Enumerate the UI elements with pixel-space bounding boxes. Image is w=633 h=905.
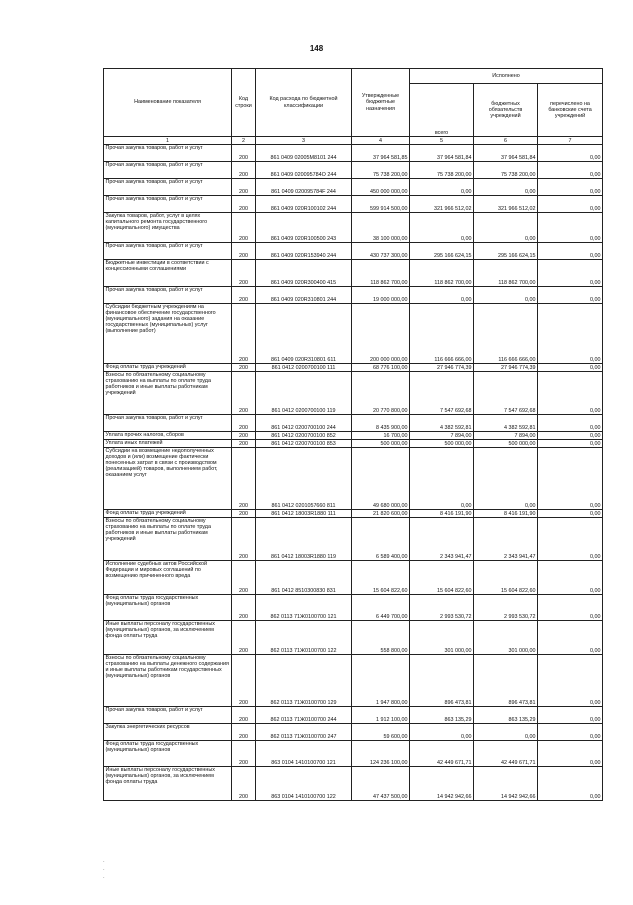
row-transferred: 0,00 (538, 196, 603, 213)
row-budget-code: 861 0409 020R100500 243 (256, 213, 352, 243)
row-total: 8 416 191,90 (410, 510, 474, 518)
row-obligations: 0,00 (474, 179, 538, 196)
header-executed: Исполнено (410, 69, 603, 84)
row-transferred: 0,00 (538, 510, 603, 518)
row-obligations: 15 604 822,60 (474, 561, 538, 595)
row-transferred: 0,00 (538, 162, 603, 179)
row-obligations: 500 000,00 (474, 440, 538, 448)
row-name: Прочая закупка товаров, работ и услуг (104, 287, 232, 304)
row-total: 75 738 200,00 (410, 162, 474, 179)
row-obligations: 42 449 671,71 (474, 741, 538, 767)
row-transferred: 0,00 (538, 260, 603, 287)
row-transferred: 0,00 (538, 243, 603, 260)
row-name: Уплата прочих налогов, сборов (104, 432, 232, 440)
row-budget-code: 861 0409 020R100102 244 (256, 196, 352, 213)
row-obligations: 37 964 581,84 (474, 145, 538, 162)
row-total: 0,00 (410, 448, 474, 510)
column-number: 7 (538, 137, 603, 145)
table-row (104, 304, 603, 364)
row-approved: 8 435 900,00 (352, 415, 410, 432)
row-line-code: 200 (232, 440, 256, 448)
row-approved: 118 862 700,00 (352, 260, 410, 287)
table-row (104, 595, 603, 621)
row-transferred: 0,00 (538, 364, 603, 372)
row-name: Взносы по обязательному социальному страхованию на выплаты по оплате труда работников и иные выплаты работникам учреждений (104, 518, 232, 561)
row-budget-code: 861 0409 020R300400 415 (256, 260, 352, 287)
row-budget-code: 861 0412 8510300830 831 (256, 561, 352, 595)
row-line-code: 200 (232, 561, 256, 595)
row-line-code: 200 (232, 510, 256, 518)
table-row (104, 561, 603, 595)
row-line-code: 200 (232, 145, 256, 162)
table-row (104, 440, 603, 448)
row-obligations: 27 946 774,39 (474, 364, 538, 372)
table-row (104, 196, 603, 213)
row-approved: 19 000 000,00 (352, 287, 410, 304)
row-obligations: 116 666 666,00 (474, 304, 538, 364)
table-row (104, 448, 603, 510)
row-line-code: 200 (232, 364, 256, 372)
row-transferred: 0,00 (538, 213, 603, 243)
row-line-code: 200 (232, 518, 256, 561)
row-line-code: 200 (232, 196, 256, 213)
report-table (103, 68, 603, 801)
header-budget-code: Код расхода по бюджетной классификации (256, 69, 352, 137)
header-name: Наименование показателя (104, 69, 232, 137)
row-transferred: 0,00 (538, 304, 603, 364)
row-total: 0,00 (410, 213, 474, 243)
row-budget-code: 862 0113 71Ж0100700 121 (256, 595, 352, 621)
row-name: Исполнение судебных актов Российской Федерации и мировых соглашений по возмещению причиненного вреда (104, 561, 232, 595)
header-transferred: перечислено на банковские счета учреждений (538, 84, 603, 137)
row-transferred: 0,00 (538, 707, 603, 724)
row-approved: 68 776 100,00 (352, 364, 410, 372)
row-name: Закупка энергетических ресурсов (104, 724, 232, 741)
row-obligations: 118 862 700,00 (474, 260, 538, 287)
row-budget-code: 861 0409 020R310801 244 (256, 287, 352, 304)
table-row (104, 415, 603, 432)
row-line-code: 200 (232, 655, 256, 707)
row-name: Фонд оплаты труда государственных (муниципальных) органов (104, 595, 232, 621)
column-number: 3 (256, 137, 352, 145)
row-name: Фонд оплаты труда учреждений (104, 510, 232, 518)
row-line-code: 200 (232, 448, 256, 510)
row-approved: 49 680 000,00 (352, 448, 410, 510)
row-total: 863 135,29 (410, 707, 474, 724)
row-budget-code: 862 0113 71Ж0100700 247 (256, 724, 352, 741)
page-number: 148 (309, 44, 324, 53)
row-name: Фонд оплаты труда государственных (муниципальных) органов (104, 741, 232, 767)
row-total: 14 942 942,66 (410, 767, 474, 801)
table-row (104, 741, 603, 767)
row-name: Прочая закупка товаров, работ и услуг (104, 707, 232, 724)
row-line-code: 200 (232, 741, 256, 767)
column-number-row (104, 137, 603, 145)
column-number: 1 (104, 137, 232, 145)
row-total: 321 966 512,02 (410, 196, 474, 213)
row-transferred: 0,00 (538, 372, 603, 415)
row-approved: 15 604 822,60 (352, 561, 410, 595)
header-row-code: Код строки (232, 69, 256, 137)
row-total: 27 946 774,39 (410, 364, 474, 372)
row-name: Прочая закупка товаров, работ и услуг (104, 415, 232, 432)
row-total: 7 547 692,68 (410, 372, 474, 415)
row-obligations: 4 382 592,81 (474, 415, 538, 432)
row-approved: 430 737 300,00 (352, 243, 410, 260)
row-obligations: 896 473,81 (474, 655, 538, 707)
row-approved: 599 914 500,00 (352, 196, 410, 213)
row-name: Фонд оплаты труда учреждений (104, 364, 232, 372)
header-obligations: бюджетных обязательств учреждений (474, 84, 538, 137)
row-approved: 1 912 100,00 (352, 707, 410, 724)
row-name: Прочая закупка товаров, работ и услуг (104, 196, 232, 213)
row-name: Субсидии на возмещение недополученных доходов и (или) возмещение фактически понесенных затрат в связи с производством (реализацией) товаров, выполнением работ, оказанием услуг (104, 448, 232, 510)
row-budget-code: 861 0409 020R310801 611 (256, 304, 352, 364)
row-name: Прочая закупка товаров, работ и услуг (104, 162, 232, 179)
row-transferred: 0,00 (538, 432, 603, 440)
row-approved: 37 964 581,85 (352, 145, 410, 162)
row-total: 295 166 624,15 (410, 243, 474, 260)
row-line-code: 200 (232, 707, 256, 724)
row-transferred: 0,00 (538, 595, 603, 621)
row-approved: 450 000 000,00 (352, 179, 410, 196)
row-total: 0,00 (410, 179, 474, 196)
row-approved: 200 000 000,00 (352, 304, 410, 364)
row-total: 37 964 581,84 (410, 145, 474, 162)
table-row (104, 364, 603, 372)
column-number: 4 (352, 137, 410, 145)
row-obligations: 295 166 624,15 (474, 243, 538, 260)
row-budget-code: 861 0412 0200700100 119 (256, 372, 352, 415)
table-row (104, 260, 603, 287)
header-approved: Утвержденные бюджетные назначения (352, 69, 410, 137)
table-row (104, 179, 603, 196)
row-transferred: 0,00 (538, 448, 603, 510)
row-budget-code: 861 0409 02005М8101 244 (256, 145, 352, 162)
row-budget-code: 861 0412 18003R1880 119 (256, 518, 352, 561)
table-row (104, 287, 603, 304)
table-row (104, 655, 603, 707)
row-budget-code: 861 0409 020R153940 244 (256, 243, 352, 260)
row-transferred: 0,00 (538, 179, 603, 196)
table-row (104, 372, 603, 415)
row-name: Субсидии бюджетным учреждениям на финансовое обеспечение государственного (муниципального) задания на оказание государственных (муниципальных) услуг (выполнение работ) (104, 304, 232, 364)
row-approved: 6 589 400,00 (352, 518, 410, 561)
row-total: 500 000,00 (410, 440, 474, 448)
row-total: 896 473,81 (410, 655, 474, 707)
row-approved: 47 437 500,00 (352, 767, 410, 801)
row-line-code: 200 (232, 304, 256, 364)
row-total: 42 449 671,71 (410, 741, 474, 767)
row-transferred: 0,00 (538, 561, 603, 595)
row-obligations: 14 942 942,66 (474, 767, 538, 801)
table-row (104, 767, 603, 801)
row-budget-code: 861 0412 18003R1880 111 (256, 510, 352, 518)
row-total: 118 862 700,00 (410, 260, 474, 287)
row-transferred: 0,00 (538, 724, 603, 741)
row-budget-code: 863 0104 1410100700 121 (256, 741, 352, 767)
row-total: 301 000,00 (410, 621, 474, 655)
row-budget-code: 861 0412 0200700100 852 (256, 432, 352, 440)
row-transferred: 0,00 (538, 767, 603, 801)
row-transferred: 0,00 (538, 145, 603, 162)
table-row (104, 707, 603, 724)
row-total: 2 993 530,72 (410, 595, 474, 621)
row-line-code: 200 (232, 162, 256, 179)
row-obligations: 7 894,00 (474, 432, 538, 440)
row-total: 0,00 (410, 287, 474, 304)
row-total: 0,00 (410, 724, 474, 741)
row-line-code: 200 (232, 432, 256, 440)
row-budget-code: 862 0113 71Ж0100700 129 (256, 655, 352, 707)
row-obligations: 0,00 (474, 448, 538, 510)
column-number: 5 (410, 137, 474, 145)
row-approved: 21 820 600,00 (352, 510, 410, 518)
row-obligations: 863 135,29 (474, 707, 538, 724)
table-row (104, 145, 603, 162)
row-budget-code: 861 0412 0200700100 244 (256, 415, 352, 432)
row-name: Прочая закупка товаров, работ и услуг (104, 145, 232, 162)
row-budget-code: 861 0412 0200700100 853 (256, 440, 352, 448)
table-row (104, 621, 603, 655)
row-line-code: 200 (232, 179, 256, 196)
row-budget-code: 861 0409 020095784F 244 (256, 179, 352, 196)
table-row (104, 510, 603, 518)
row-transferred: 0,00 (538, 655, 603, 707)
row-obligations: 7 547 692,68 (474, 372, 538, 415)
row-total: 116 666 666,00 (410, 304, 474, 364)
row-transferred: 0,00 (538, 621, 603, 655)
table-row (104, 432, 603, 440)
row-line-code: 200 (232, 621, 256, 655)
row-line-code: 200 (232, 415, 256, 432)
row-transferred: 0,00 (538, 518, 603, 561)
row-approved: 558 800,00 (352, 621, 410, 655)
row-transferred: 0,00 (538, 415, 603, 432)
row-obligations: 0,00 (474, 287, 538, 304)
row-total: 2 343 941,47 (410, 518, 474, 561)
row-line-code: 200 (232, 260, 256, 287)
row-obligations: 2 993 530,72 (474, 595, 538, 621)
row-obligations: 8 416 191,90 (474, 510, 538, 518)
row-budget-code: 861 0412 0201057660 811 (256, 448, 352, 510)
row-line-code: 200 (232, 243, 256, 260)
row-approved: 1 947 800,00 (352, 655, 410, 707)
header-total: всего (410, 84, 474, 137)
row-total: 15 604 822,60 (410, 561, 474, 595)
row-line-code: 200 (232, 724, 256, 741)
row-approved: 38 100 000,00 (352, 213, 410, 243)
row-obligations: 321 966 512,02 (474, 196, 538, 213)
row-obligations: 2 343 941,47 (474, 518, 538, 561)
row-name: Прочая закупка товаров, работ и услуг (104, 243, 232, 260)
row-approved: 59 600,00 (352, 724, 410, 741)
row-line-code: 200 (232, 595, 256, 621)
row-obligations: 301 000,00 (474, 621, 538, 655)
row-approved: 20 770 800,00 (352, 372, 410, 415)
row-obligations: 0,00 (474, 724, 538, 741)
row-name: Прочая закупка товаров, работ и услуг (104, 179, 232, 196)
row-name: Иные выплаты персоналу государственных (муниципальных) органов, за исключением фонда оплаты труда (104, 767, 232, 801)
row-budget-code: 862 0113 71Ж0100700 122 (256, 621, 352, 655)
row-transferred: 0,00 (538, 741, 603, 767)
row-obligations: 0,00 (474, 213, 538, 243)
column-number: 6 (474, 137, 538, 145)
row-obligations: 75 738 200,00 (474, 162, 538, 179)
row-budget-code: 863 0104 1410100700 122 (256, 767, 352, 801)
row-approved: 6 449 700,00 (352, 595, 410, 621)
table-row (104, 724, 603, 741)
row-transferred: 0,00 (538, 440, 603, 448)
row-budget-code: 861 0412 0200700100 111 (256, 364, 352, 372)
row-name: Взносы по обязательному социальному страхованию на выплаты денежного содержания и иные выплаты работникам государственных (муниципальных) органов (104, 655, 232, 707)
row-approved: 124 236 100,00 (352, 741, 410, 767)
row-name: Уплата иных платежей (104, 440, 232, 448)
row-transferred: 0,00 (538, 287, 603, 304)
table-row (104, 243, 603, 260)
row-line-code: 200 (232, 213, 256, 243)
row-name: Взносы по обязательному социальному страхованию на выплаты по оплате труда работников и иные выплаты работникам учреждений (104, 372, 232, 415)
table-row (104, 518, 603, 561)
column-number: 2 (232, 137, 256, 145)
row-approved: 16 700,00 (352, 432, 410, 440)
row-budget-code: 861 0409 020095784О 244 (256, 162, 352, 179)
row-total: 4 382 592,81 (410, 415, 474, 432)
row-line-code: 200 (232, 767, 256, 801)
row-line-code: 200 (232, 372, 256, 415)
table-row (104, 213, 603, 243)
row-name: Бюджетные инвестиции в соответствии с концессионными соглашениями (104, 260, 232, 287)
margin-marks: · · · (103, 859, 105, 881)
row-approved: 75 738 200,00 (352, 162, 410, 179)
row-total: 7 894,00 (410, 432, 474, 440)
table-row (104, 162, 603, 179)
row-budget-code: 862 0113 71Ж0100700 244 (256, 707, 352, 724)
row-name: Иные выплаты персоналу государственных (муниципальных) органов, за исключением фонда оплаты труда (104, 621, 232, 655)
row-approved: 500 000,00 (352, 440, 410, 448)
row-line-code: 200 (232, 287, 256, 304)
row-name: Закупка товаров, работ, услуг в целях капитального ремонта государственного (муниципального) имущества (104, 213, 232, 243)
